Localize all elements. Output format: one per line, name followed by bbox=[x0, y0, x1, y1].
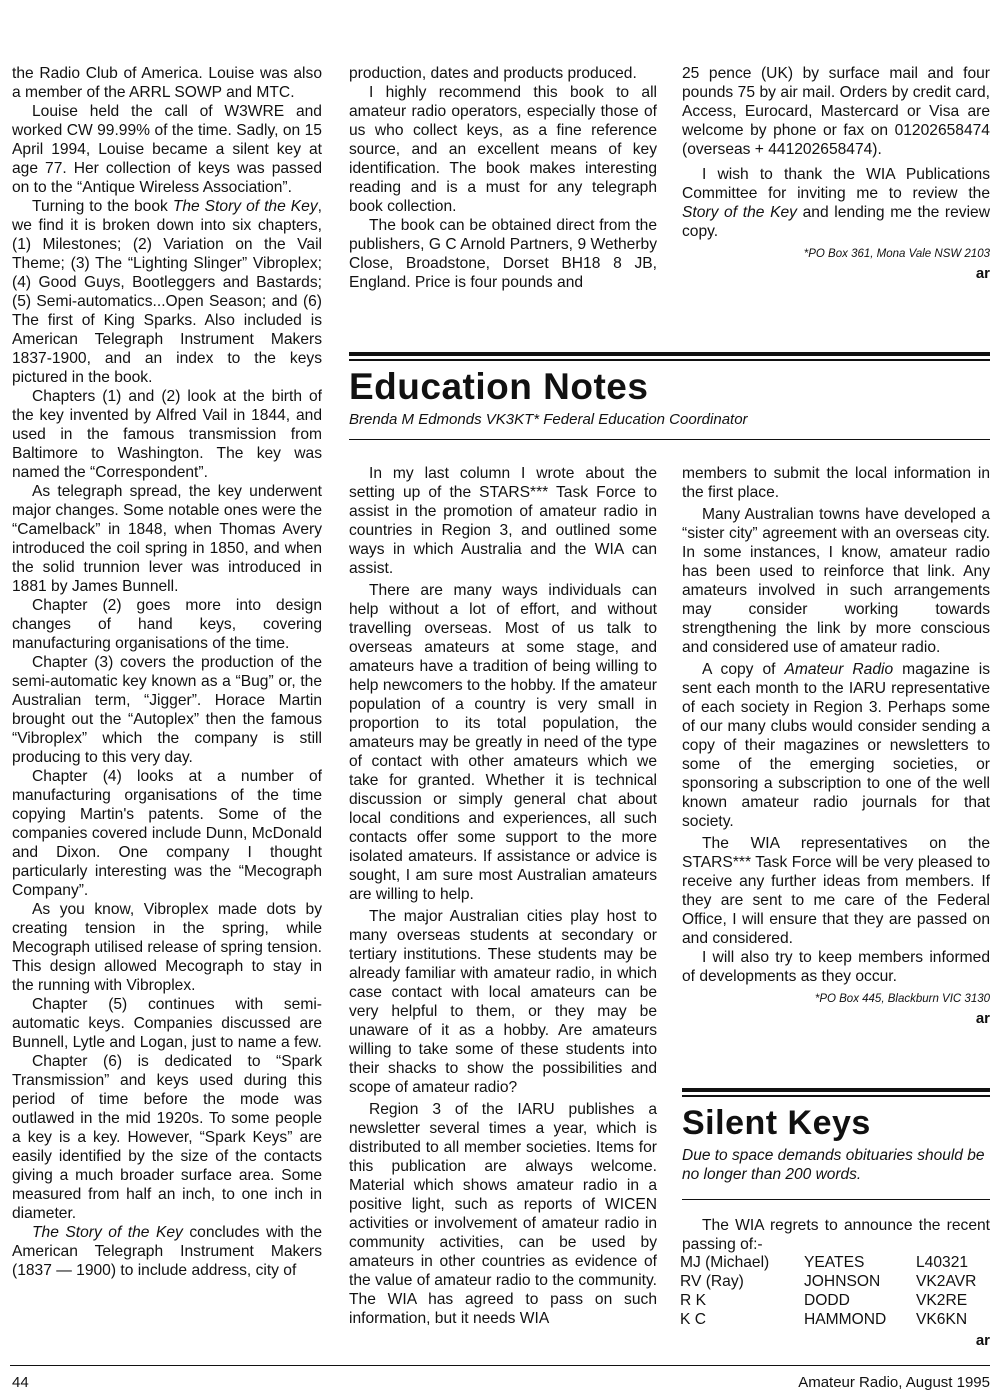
paragraph: Chapter (2) goes more into design changes of hand keys, covering manufacturing organisations of the time. bbox=[12, 597, 322, 652]
paragraph: Louise held the call of W3WRE and worked CW 99.99% of the time. Sadly, on 15 April 1994, Louise became a silent key at age 77. Her collection of keys was passed on to the “Antique Wireless Association”. bbox=[12, 103, 322, 196]
paragraph: 25 pence (UK) by surface mail and four pounds 75 by air mail. Orders by credit card, Access, Eurocard, Mastercard or Visa are welcome by phone or fax on 01202658474 (overseas + 441202658474). bbox=[682, 65, 990, 158]
given-name: RV (Ray) bbox=[680, 1273, 744, 1290]
footer-rule bbox=[10, 1365, 990, 1366]
callsign: VK6KN bbox=[916, 1311, 968, 1328]
review-column-2 bbox=[349, 64, 657, 292]
section-rule bbox=[349, 359, 990, 361]
paragraph: Chapter (5) continues with semi-automatic keys. Companies discussed are Bunnell, Lytle and Logan, just to name a few. bbox=[12, 996, 322, 1051]
table-row bbox=[680, 1273, 976, 1292]
paragraph: The WIA regrets to announce the recent passing of:- bbox=[682, 1217, 990, 1253]
publication-info: Amateur Radio, August 1995 bbox=[798, 1374, 990, 1391]
silent-keys-table bbox=[680, 1254, 976, 1330]
section-subtitle: Due to space demands obituaries should be no longer than 200 words. bbox=[682, 1147, 985, 1183]
paragraph: the Radio Club of America. Louise was also a member of the ARRL SOWP and MTC. bbox=[12, 65, 322, 101]
table-row bbox=[680, 1311, 976, 1330]
silent-keys-intro bbox=[682, 1216, 990, 1254]
review-column-1 bbox=[12, 64, 322, 1280]
paragraph: production, dates and products produced. bbox=[349, 65, 637, 82]
section-rule bbox=[682, 1095, 990, 1097]
paragraph: Region 3 of the IARU publishes a newsletter several times a year, which is distributed to all member societies. Items for this publication are always welcome. Material which shows amateur radio in a positive light, such as reports of WICEN activities or involvement of amateur radio in community activities, can be used by amateurs in other countries as evidence of the value of amateur radio to the community. The WIA has agreed to pass on such information, but it needs WIA bbox=[349, 1101, 657, 1327]
callsign: VK2AVR bbox=[916, 1273, 977, 1290]
paragraph: The WIA representatives on the STARS*** Task Force will be very pleased to receive any further ideas from members. If they are sent to me care of the Federal Office, I will ensure that they are passed on and considered. bbox=[682, 835, 990, 947]
education-column-3 bbox=[682, 464, 990, 1028]
section-title: Education Notes bbox=[349, 366, 649, 407]
section-rule bbox=[349, 352, 990, 356]
section-rule bbox=[349, 439, 990, 440]
surname: HAMMOND bbox=[804, 1311, 887, 1328]
callsign: L40321 bbox=[916, 1254, 969, 1271]
end-mark: ar bbox=[975, 1010, 990, 1027]
paragraph: The major Australian cities play host to many overseas students at secondary or tertiary institutions. These students may be already familiar with amateur radio, in which case contact with local amateurs can be very helpful to them, or they may be unaware of it as a hobby. Are amateurs willing to take some of these students into their shacks to show the possibilities and scope of amateur radio? bbox=[349, 908, 657, 1096]
paragraph: In my last column I wrote about the setting up of the STARS*** Task Force to assist in the promotion of amateur radio in countries in Region 3, and outlined some ways in which Australia and the WIA can assist. bbox=[349, 465, 657, 577]
education-column-2 bbox=[349, 464, 657, 1328]
paragraph: Turning to the book The Story of the Key, we find it is broken down into six chapters, (1) Milestones; (2) Variation on the Vail Theme; (3) The “Lighting Slinger” Vibroplex; (4) Good Guys, Bootleggers and Bastards; (5) Semi-automatics...Open Season; and (6) The first of King Sparks. Also included is American Telegraph Instrument Makers 1837-1900, and an index to the keys pictured in the book. bbox=[12, 198, 322, 386]
surname: JOHNSON bbox=[804, 1273, 881, 1290]
paragraph: I wish to thank the WIA Publications Committee for inviting me to review the Story of the Key and lending me the review copy. bbox=[682, 166, 990, 240]
given-name: R K bbox=[680, 1292, 706, 1309]
paragraph: The Story of the Key concludes with the American Telegraph Instrument Makers (1837 — 1900) to include address, city of bbox=[12, 1224, 323, 1279]
paragraph: members to submit the local information in the first place. bbox=[682, 465, 990, 501]
paragraph: I highly recommend this book to all amateur radio operators, especially those of us who collect keys, as a fine reference source, and an excellent means of key identification. The book makes interesting reading and is a must for any telegraph book collection. bbox=[349, 84, 657, 215]
end-mark: ar bbox=[975, 265, 990, 282]
paragraph: Chapter (4) looks at a number of manufacturing organisations of the time copying Martin's patents. Some of the companies covered include Dunn, McDonald and Dixon. One company I thought particularly interesting was the “Mecograph Company”. bbox=[12, 768, 322, 899]
surname: YEATES bbox=[804, 1254, 865, 1271]
paragraph: The book can be obtained direct from the publishers, G C Arnold Partners, 9 Wetherby Close, Broadstone, Dorset BH18 8 JB, England. Price is four pounds and bbox=[349, 217, 657, 291]
surname: DODD bbox=[804, 1292, 850, 1309]
table-row bbox=[680, 1292, 976, 1311]
section-rule bbox=[682, 1199, 990, 1200]
review-column-3 bbox=[682, 64, 990, 283]
byline: Brenda M Edmonds VK3KT* Federal Education Coordinator bbox=[349, 411, 748, 428]
paragraph: Chapter (3) covers the production of the semi-automatic key known as a “Bug” or, the Australian term, “Jigger”. Horace Martin brought out the “Autoplex” then the famous “Vibroplex” which the company is still producing to this very day. bbox=[12, 654, 322, 766]
table-row bbox=[680, 1254, 976, 1273]
given-name: MJ (Michael) bbox=[680, 1254, 770, 1271]
paragraph: There are many ways individuals can help without a lot of effort, and without travelling overseas. Most of us talk to overseas amateurs at some stage, and amateurs have a tradition of being willing to help newcomers to the hobby. If the amateur population of a country is very small in proportion to its total population, the amateurs may be greatly in need of the type of contact with other amateurs which we take for granted. Whether it is technical discussion or simply general chat about local conditions and experiences, all such contacts offer some support to the more isolated amateurs. If assistance or advice is sought, I am sure most Australian amateurs are willing to help. bbox=[349, 582, 657, 903]
page-number: 44 bbox=[12, 1374, 29, 1391]
paragraph: As you know, Vibroplex made dots by creating tension in the spring, while Mecograph utilised release of spring tension. This design allowed Mecograph to stay in the running with Vibroplex. bbox=[12, 901, 322, 994]
paragraph: Many Australian towns have developed a “sister city” agreement with an overseas city. In some instances, I know, amateur radio has been used to reinforce that link. Any amateurs involved in such arrangements may consider working towards strengthening the link by more conscious and considered use of amateur radio. bbox=[682, 506, 990, 656]
end-mark: ar bbox=[975, 1332, 990, 1349]
paragraph: I will also try to keep members informed of developments as they occur. bbox=[682, 949, 990, 985]
author-address: *PO Box 361, Mona Vale NSW 2103 bbox=[803, 248, 990, 260]
section-rule bbox=[682, 1088, 990, 1092]
paragraph: Chapter (6) is dedicated to “Spark Transmission” and keys used during this period of time before the mode was outlawed in the mid 1920s. To some people a key is a key. However, “Spark Keys” are easily identified by the size of the contacts giving a much broader surface area. Some measured from half an inch, to one inch in diameter. bbox=[12, 1053, 322, 1222]
paragraph: Chapters (1) and (2) look at the birth of the key invented by Alfred Vail in 1844, and used in the famous transmission from Baltimore to Washington. The key was named the “Correspondent”. bbox=[12, 388, 322, 481]
section-title: Silent Keys bbox=[682, 1104, 871, 1142]
given-name: K C bbox=[680, 1311, 706, 1328]
paragraph: As telegraph spread, the key underwent major changes. Some notable ones were the “Camelback” in 1848, when Thomas Avery introduced the coil spring in 1850, and when the solid trunnion lever was introduced in 1881 by James Bunnell. bbox=[12, 483, 322, 595]
paragraph: A copy of Amateur Radio magazine is sent each month to the IARU representative of each society in Region 3. Perhaps some of our many clubs would consider sending a copy of their magazines or newsletters to some of the emerging societies, or sponsoring a subscription to one of the well known amateur radio journals for that society. bbox=[682, 661, 990, 830]
author-address: *PO Box 445, Blackburn VIC 3130 bbox=[814, 993, 990, 1005]
callsign: VK2RE bbox=[916, 1292, 968, 1309]
